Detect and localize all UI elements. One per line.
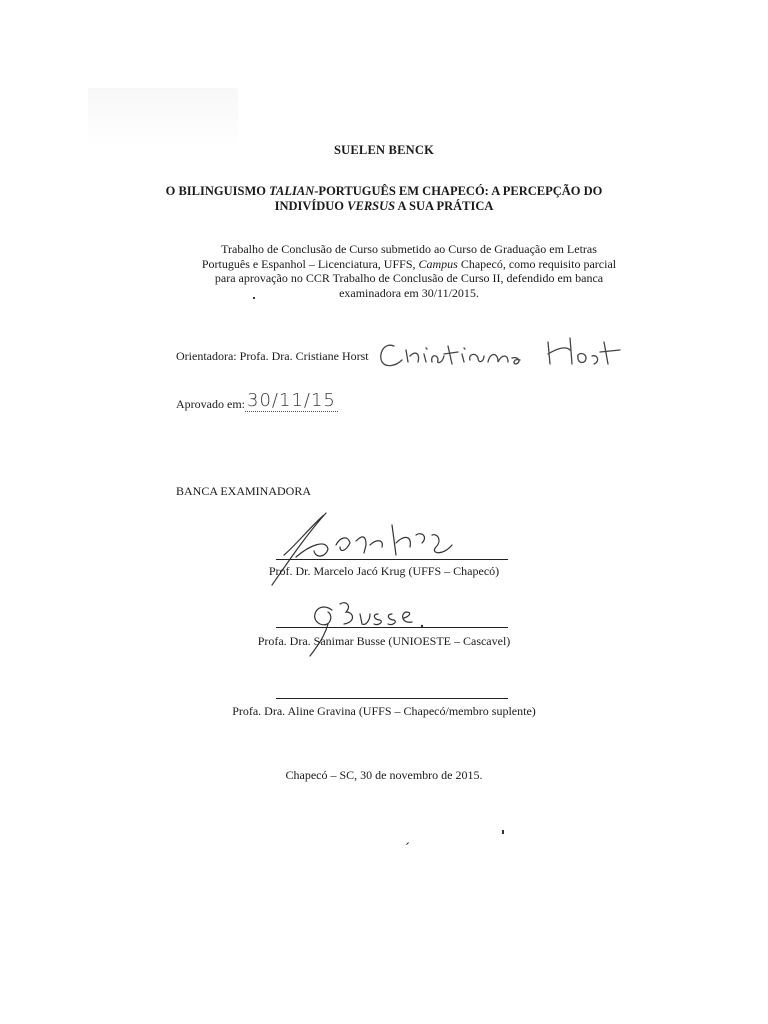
thesis-title	[0, 184, 768, 214]
title-italic-1: TALIAN	[269, 184, 315, 198]
scan-artifact	[88, 88, 238, 148]
title-part-3: INDIVÍDUO	[274, 199, 348, 213]
advisor-signature	[372, 328, 642, 378]
place-and-date: Chapecó – SC, 30 de novembro de 2015.	[285, 768, 483, 782]
board-member-1-signature-line	[276, 559, 508, 560]
board-member-3: Profa. Dra. Aline Gravina (UFFS – Chapecó/membro suplente)	[232, 704, 536, 718]
board-member-3-signature-line	[276, 698, 508, 699]
advisor-label: Orientadora: Profa. Dra. Cristiane Horst	[176, 349, 369, 363]
board-member-2-signature	[300, 590, 450, 660]
title-part-2: -PORTUGUÊS EM CHAPECÓ: A PERCEPÇÃO DO	[314, 184, 603, 198]
description-line-2c: Chapecó, como requisito parcial	[457, 256, 617, 271]
board-member-2: Profa. Dra. Sanimar Busse (UNIOESTE – Cascavel)	[257, 634, 511, 648]
thesis-description	[186, 242, 632, 300]
scan-speck	[406, 842, 409, 845]
author-name: SUELEN BENCK	[334, 143, 434, 157]
title-italic-2: VERSUS	[347, 199, 396, 213]
description-campus: Campus	[418, 256, 458, 271]
board-label: BANCA EXAMINADORA	[176, 484, 312, 498]
title-part-1: O BILINGUISMO	[165, 184, 270, 198]
title-part-4: A SUA PRÁTICA	[395, 199, 494, 213]
board-member-2-signature-line	[276, 627, 508, 628]
approved-label: Aprovado em:	[176, 397, 245, 411]
description-line-4: examinadora em 30/11/2015.	[339, 285, 479, 300]
description-line-3: para aprovação no CCR Trabalho de Conclusão de Curso II, defendido em banca	[214, 271, 604, 285]
board-member-1: Prof. Dr. Marcelo Jacó Krug (UFFS – Chapecó)	[268, 564, 500, 578]
description-line-2a: Português e Espanhol – Licenciatura, UFFS,	[201, 256, 419, 271]
approved-date: 30/11/15	[247, 390, 336, 411]
description-line-1: Trabalho de Conclusão de Curso submetido ao Curso de Graduação em Letras	[221, 242, 597, 256]
scan-speck	[502, 830, 504, 834]
scan-speck	[253, 297, 255, 299]
